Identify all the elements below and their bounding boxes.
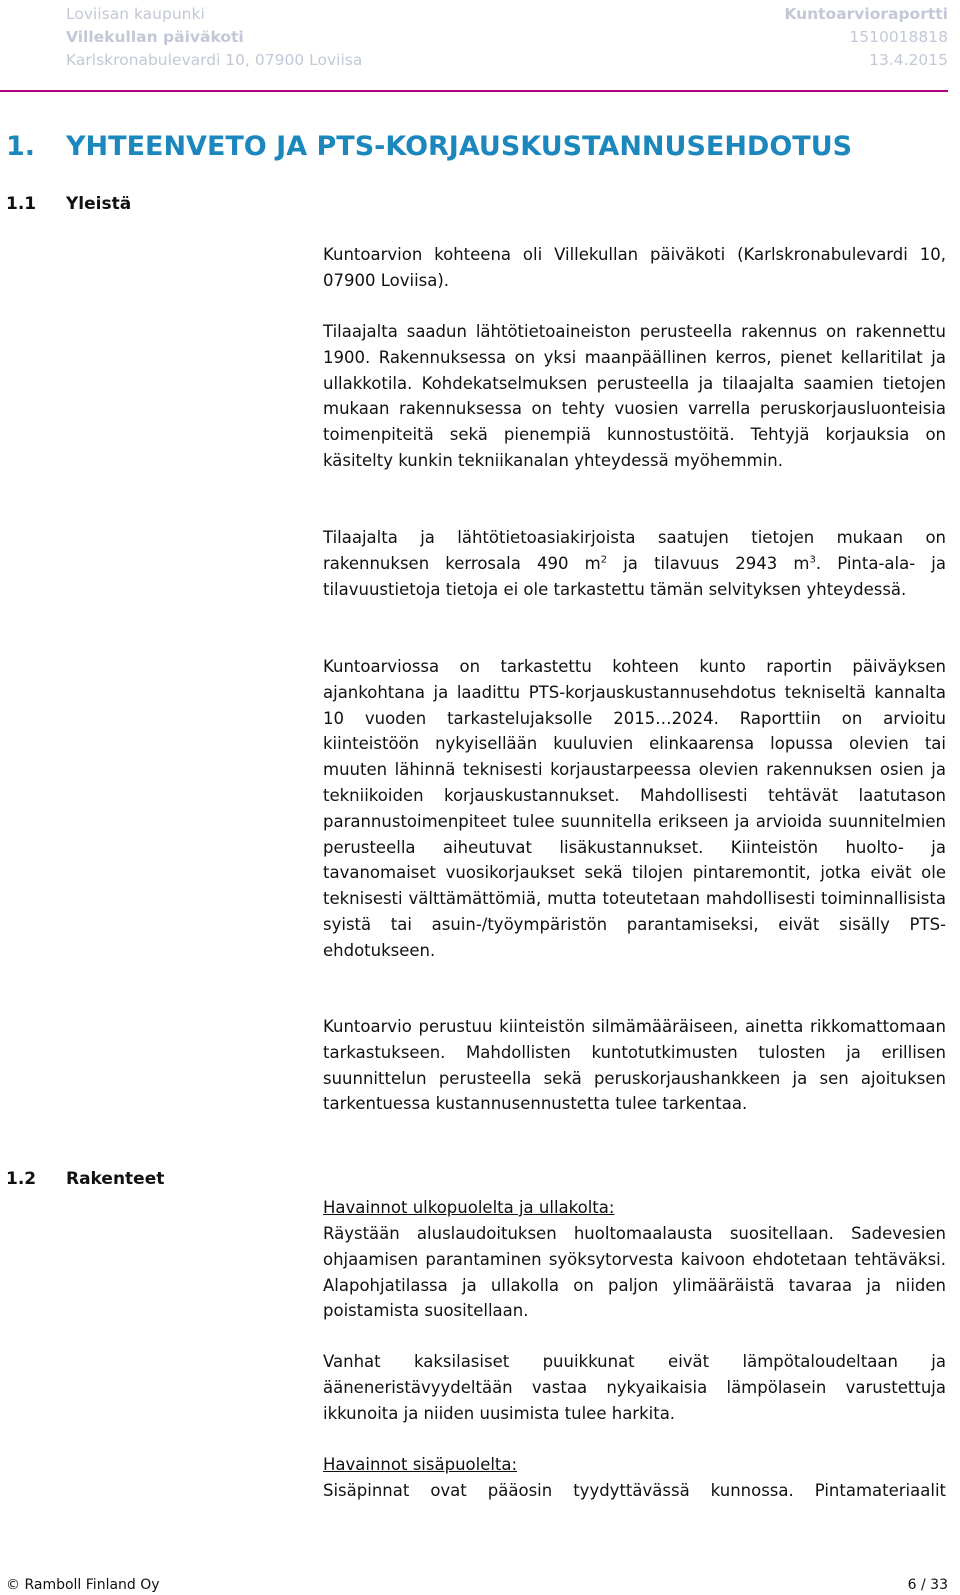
subheading-interior: Havainnot sisäpuolelta: xyxy=(323,1455,518,1474)
floor-area-text-b: ja tilavuus 2943 m xyxy=(607,553,810,573)
paragraph-target: Kuntoarvion kohteena oli Villekullan päiväkoti (Karlskronabulevardi 10, 07900 Loviisa). xyxy=(323,245,946,290)
paragraph-method: Kuntoarvio perustuu kiinteistön silmämääräiseen, ainetta rikkomattomaan tarkastukseen. Mahdollisten kuntotutkimusten tulosten ja erillisen suunnittelun perusteella sekä peruskorjaushankkeen ja sen ajoituksen tarkentuessa kustannusennustetta tulee tarkentaa. xyxy=(323,1017,946,1114)
subheading-exterior: Havainnot ulkopuolelta ja ullakolta: xyxy=(323,1198,615,1217)
floor-area-text-a: Tilaajalta ja lähtötietoasiakirjoista saatujen tietojen mukaan on rakennuksen kerrosala 490 m xyxy=(323,528,946,573)
section-1-number: 1. xyxy=(6,131,36,162)
section-1-2-title: Rakenteet xyxy=(66,1169,165,1189)
footer-page-number: 6 / 33 xyxy=(907,1577,948,1593)
header-report-number: 1510018818 xyxy=(849,28,948,46)
floor-area-sup-m3: 3 xyxy=(809,554,816,566)
paragraph-scope: Kuntoarviossa on tarkastettu kohteen kunto raportin päiväyksen ajankohtana ja laadittu PTS-korjauskustannusehdotus tekniseltä kannalta 10 vuoden tarkastelujaksolle 2015…2024. Raporttiin on arvioitu kiinteistöön nykyisellään kuuluvien elinkaarensa lopussa olevien tai muuten lähinnä teknisesti korjaustarpeessa olevien rakennuksen osien ja tekniikoiden korjauskustannukset. Mahdollisesti tehtävät laatutason parannustoimenpiteet tulee suunnitella erikseen ja arvioida suunnitelmien perusteella aiheutuvat lisäkustannukset. Kiinteistön huolto- ja tavanomaiset vuosikorjaukset sekä tilojen pintaremontit, jotka eivät ole teknisesti välttämättömiä, mutta toteutetaan mahdollisesti toiminnallisista syistä tai asuin-/työympäristön parantamiseksi, eivät sisälly PTS-ehdotukseen. xyxy=(323,657,946,960)
floor-area-sup-m2: 2 xyxy=(600,554,608,566)
header-date: 13.4.2015 xyxy=(869,51,948,69)
paragraph-building-history: Tilaajalta saadun lähtötietoaineiston perusteella rakennus on rakennettu 1900. Rakennuksessa on yksi maanpäällinen kerros, pienet kellaritilat ja ullakkotila. Kohdekatselmuksen perusteella ja tilaajalta saamien tietojen mukaan rakennuksessa on tehty vuosien varrella peruskorjausluonteisia toimenpiteitä sekä pienempiä kunnostustöitä. Tehtyjä korjauksia on käsitelty kunkin tekniikanalan yhteydessä myöhemmin. xyxy=(323,322,946,470)
section-1-1-number: 1.1 xyxy=(6,194,37,214)
header-building: Villekullan päiväkoti xyxy=(66,28,244,46)
header-divider xyxy=(0,90,948,92)
footer-company: © Ramboll Finland Oy xyxy=(6,1577,160,1593)
section-1-2-number: 1.2 xyxy=(6,1169,37,1189)
paragraph-exterior: Räystään aluslaudoituksen huoltomaalausta suositellaan. Sadevesien ohjaamisen parantaminen syöksytorvesta kaivoon ehdotetaan tehtäväksi. Alapohjatilassa ja ullakolla on paljon ylimääräistä tavaraa ja niiden poistamista suositellaan. xyxy=(323,1224,946,1321)
header-row-3 xyxy=(0,47,948,73)
paragraph-windows: Vanhat kaksilasiset puuikkunat eivät lämpötaloudeltaan ja ääneneristävyydeltään vastaa nykyaikaisia lämpölasein varustettuja ikkunoita ja niiden uusimista tulee harkita. xyxy=(323,1352,946,1423)
header-report-type: Kuntoarvioraportti xyxy=(784,5,948,23)
floor-area-text-c: . Pinta-ala- ja tilavuustietoja tietoja ei ole tarkastettu tämän selvityksen yhteydessä. xyxy=(323,553,947,599)
section-1-title: YHTEENVETO JA PTS-KORJAUSKUSTANNUSEHDOTUS xyxy=(66,131,853,162)
paragraph-interior: Sisäpinnat ovat pääosin tyydyttävässä kunnossa. Pintamateriaalit xyxy=(323,1481,946,1500)
header-city: Loviisan kaupunki xyxy=(66,5,205,23)
header-address: Karlskronabulevardi 10, 07900 Loviisa xyxy=(66,51,363,69)
section-1-1-title: Yleistä xyxy=(66,194,132,214)
paragraph-floor-area xyxy=(323,525,946,602)
